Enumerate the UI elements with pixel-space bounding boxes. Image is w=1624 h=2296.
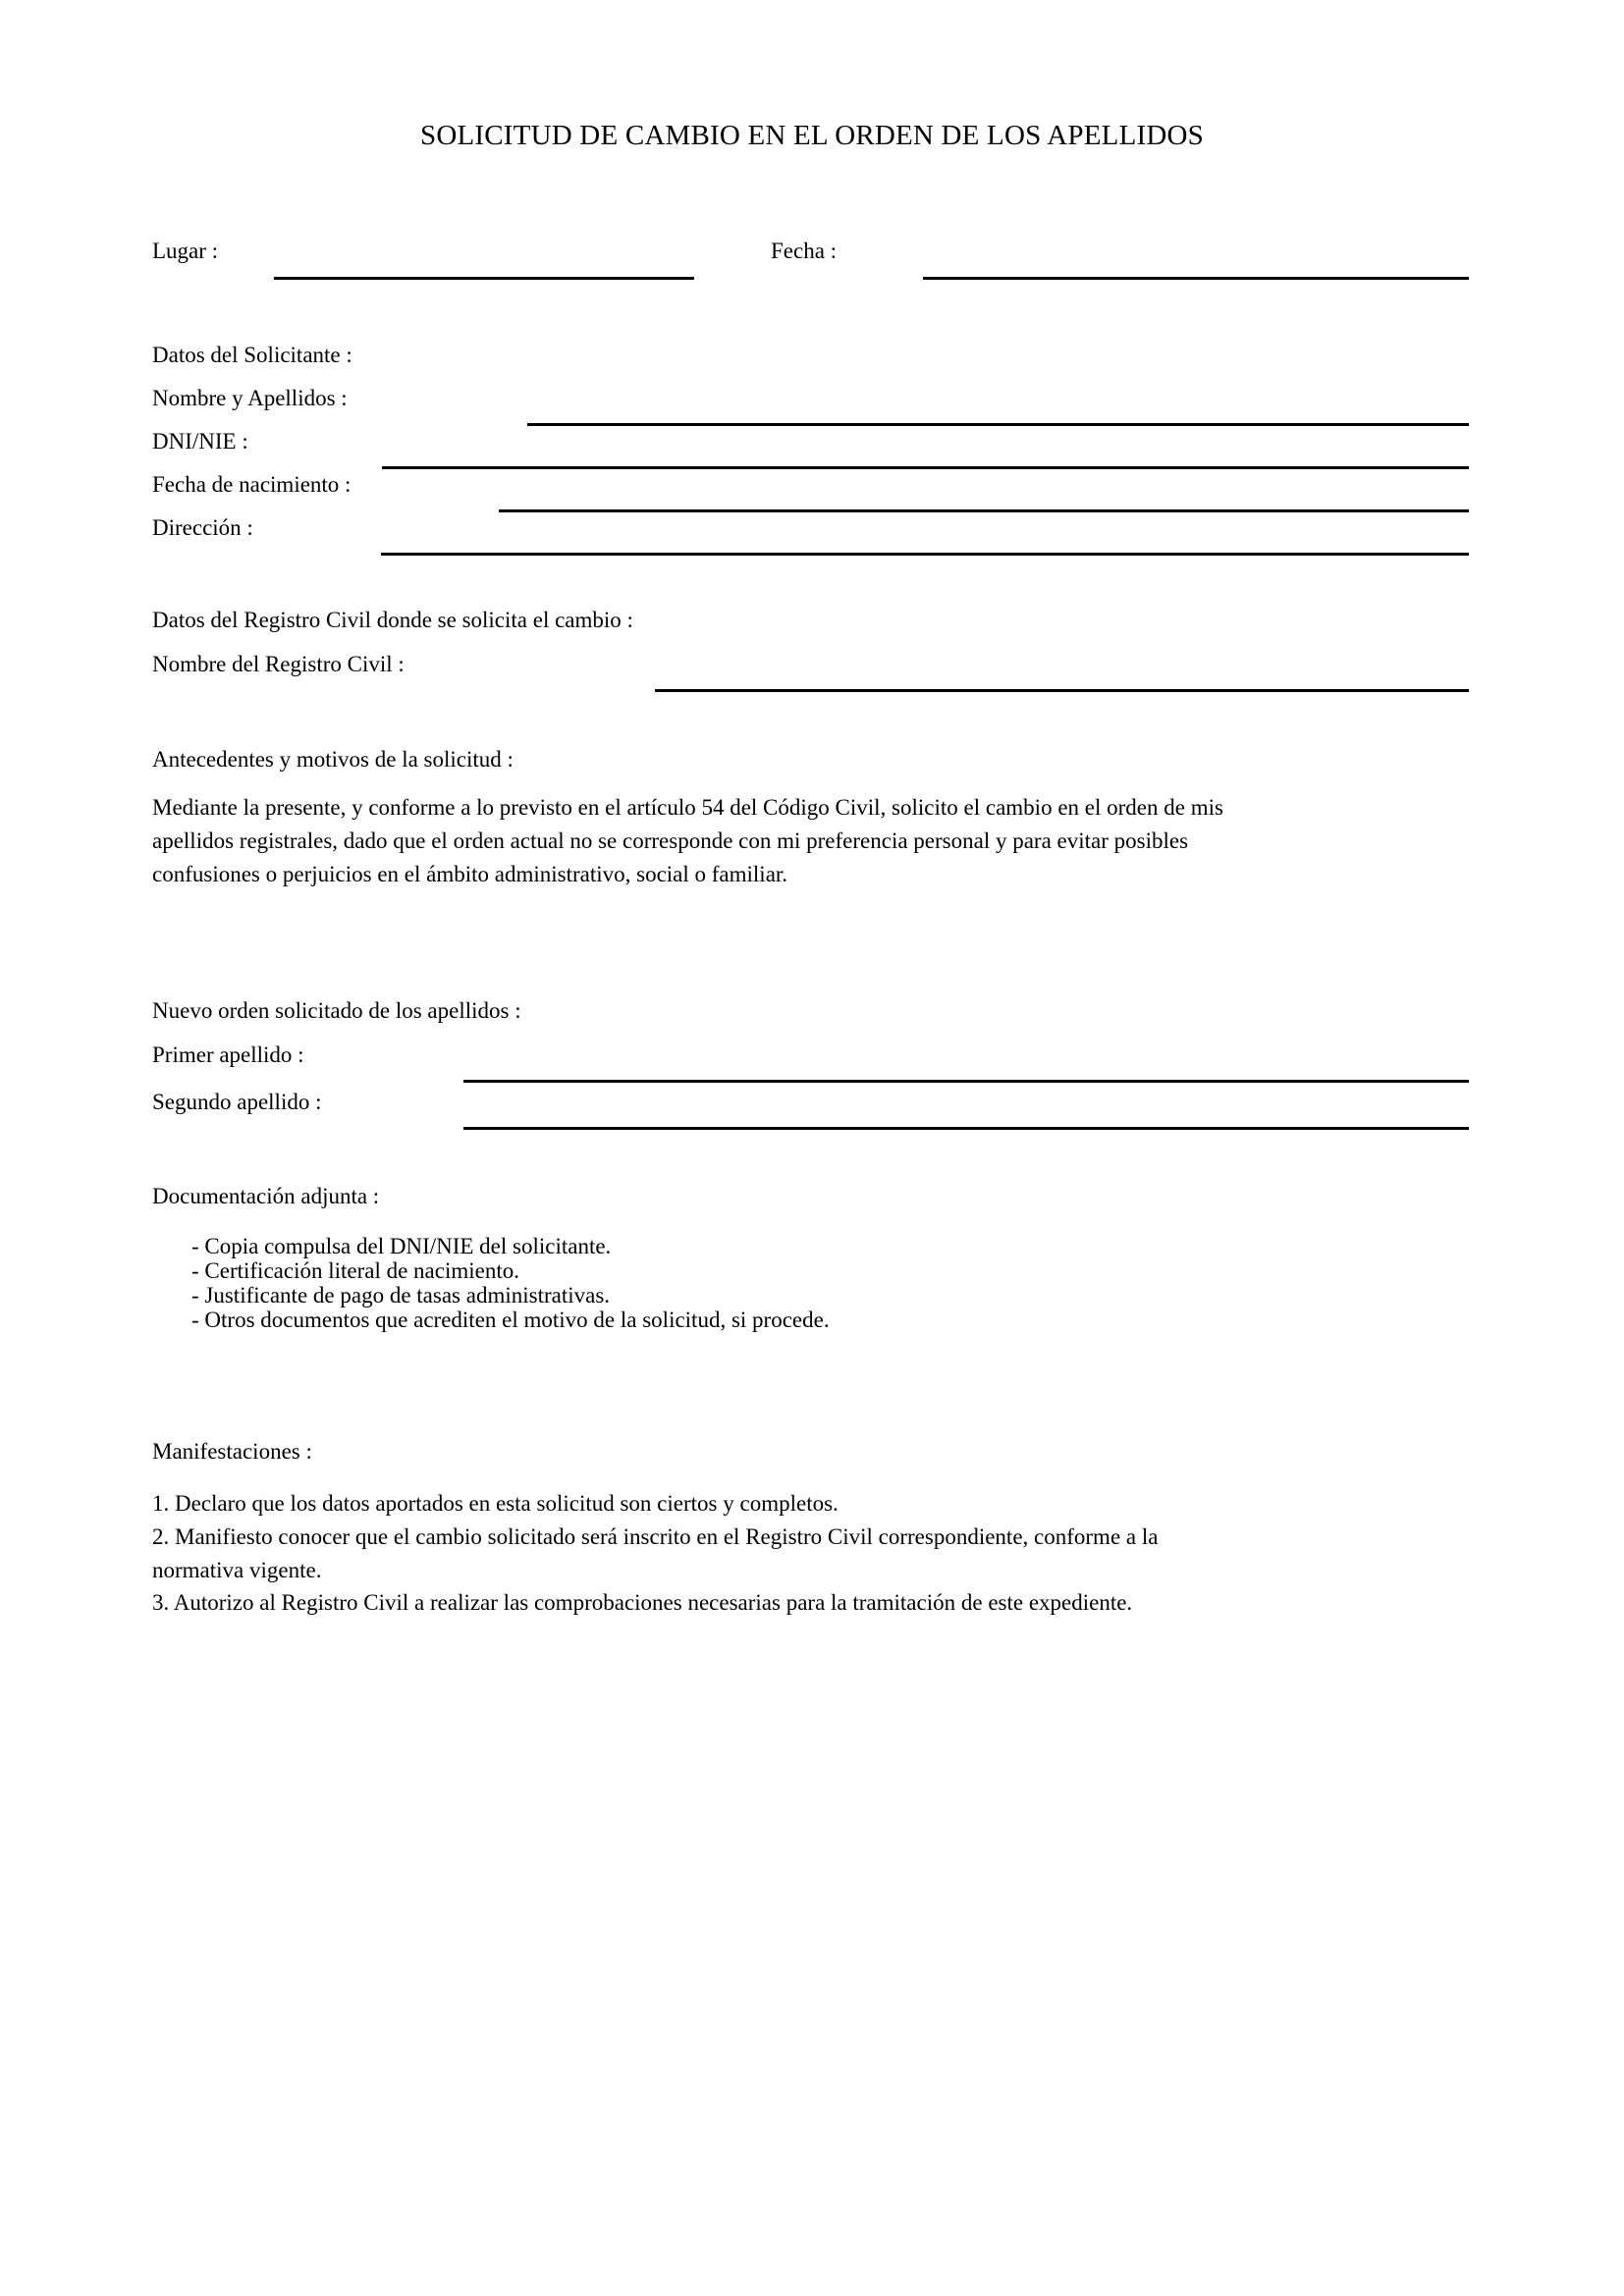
background-paragraph-line: Mediante la presente, y conforme a lo previsto en el artículo 54 del Código Civil, solicito el cambio en el orden de mis <box>152 795 1223 820</box>
label-direccion: Dirección : <box>152 515 253 540</box>
input-dni-nie[interactable] <box>382 466 1469 469</box>
statements-list <box>152 1487 1158 1620</box>
section-heading-documentation: Documentación adjunta : <box>152 1184 380 1208</box>
label-segundo-apellido: Segundo apellido : <box>152 1090 322 1114</box>
list-item: - Justificante de pago de tasas administrativas. <box>191 1282 611 1308</box>
input-fecha-nacimiento[interactable] <box>499 509 1469 512</box>
statement-line: 2. Manifiesto conocer que el cambio solicitado será inscrito en el Registro Civil correspondiente, conforme a la <box>152 1523 1159 1549</box>
statement-line: 3. Autorizo al Registro Civil a realizar las comprobaciones necesarias para la tramitación de este expediente. <box>152 1590 1133 1616</box>
input-nombre-apellidos[interactable] <box>527 423 1469 426</box>
list-item: - Certificación literal de nacimiento. <box>191 1257 519 1283</box>
label-fecha-nacimiento: Fecha de nacimiento : <box>152 472 352 497</box>
label-nombre-apellidos: Nombre y Apellidos : <box>152 386 348 410</box>
list-item: - Otros documentos que acrediten el motivo de la solicitud, si procede. <box>191 1307 830 1332</box>
list-item: - Copia compulsa del DNI/NIE del solicitante. <box>191 1234 612 1258</box>
documentation-list <box>191 1235 830 1333</box>
section-heading-applicant: Datos del Solicitante : <box>152 343 352 367</box>
label-fecha: Fecha : <box>771 239 838 263</box>
section-heading-new-order: Nuevo orden solicitado de los apellidos : <box>152 998 521 1023</box>
input-segundo-apellido[interactable] <box>463 1127 1469 1130</box>
background-paragraph-line: apellidos registrales, dado que el orden actual no se corresponde con mi preferencia personal y para evitar posibles <box>152 828 1189 853</box>
page-title: SOLICITUD DE CAMBIO EN EL ORDEN DE LOS APELLIDOS <box>420 120 1204 151</box>
section-heading-background: Antecedentes y motivos de la solicitud : <box>152 747 514 772</box>
input-lugar[interactable] <box>274 277 694 280</box>
input-fecha[interactable] <box>923 277 1469 280</box>
background-paragraph <box>152 791 1473 890</box>
statement-line: 1. Declaro que los datos aportados en esta solicitud son ciertos y completos. <box>152 1491 839 1516</box>
section-heading-registry: Datos del Registro Civil donde se solicita el cambio : <box>152 608 633 632</box>
background-paragraph-line: confusiones o perjuicios en el ámbito administrativo, social o familiar. <box>152 861 788 886</box>
input-direccion[interactable] <box>381 553 1469 556</box>
statement-line: normativa vigente. <box>152 1557 322 1582</box>
input-primer-apellido[interactable] <box>463 1080 1469 1083</box>
section-heading-statements: Manifestaciones : <box>152 1439 312 1464</box>
label-nombre-registro-civil: Nombre del Registro Civil : <box>152 652 405 676</box>
label-lugar: Lugar : <box>152 239 219 263</box>
label-primer-apellido: Primer apellido : <box>152 1042 304 1067</box>
label-dni-nie: DNI/NIE : <box>152 429 248 454</box>
input-nombre-registro-civil[interactable] <box>655 689 1469 692</box>
